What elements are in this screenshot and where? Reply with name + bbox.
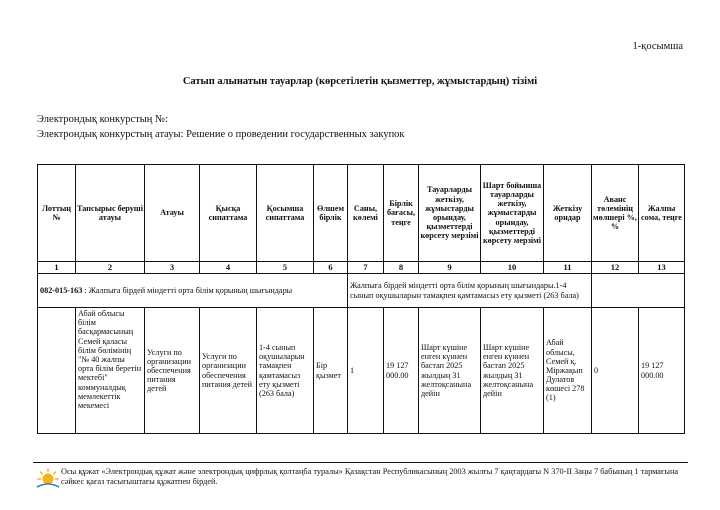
table-header-row	[38, 165, 685, 262]
cell-customer: Абай облысы білім басқармасының Семей қаласы білім бөлімінің "№ 40 жалпы орта білім беретін мектебі" коммуналдық мемлекеттік мекемесі	[76, 308, 145, 434]
cell-delivery-term: Шарт күшіне енген күннен бастап 2025 жылдың 31 желтоқсанына дейін	[419, 308, 481, 434]
column-number: 6	[314, 262, 348, 274]
cell-extra-description: 1-4 сынып оқушыларын тамақпен қамтамасыз ету қызметі (263 бала)	[257, 308, 314, 434]
cell-delivery-place: Абай облысы, Семей қ. Міржақып Дулатов көшесі 278 (1)	[544, 308, 592, 434]
column-number: 13	[639, 262, 685, 274]
header-short-description: Қысқа сипаттама	[200, 165, 257, 262]
header-quantity: Саны, көлемі	[348, 165, 384, 262]
header-delivery-term: Тауарларды жеткізу, жұмыстарды орындау, қызметтерді көрсету мерзімі	[419, 165, 481, 262]
budget-program-code: 082-015-163	[40, 285, 83, 295]
budget-program-empty	[592, 274, 685, 308]
column-number: 9	[419, 262, 481, 274]
cell-lot-number	[38, 308, 76, 434]
header-contract-term: Шарт бойынша тауарларды жеткізу, жұмыстарды орындау, қызметтерді көрсету мерзімі	[481, 165, 544, 262]
cell-total-sum: 19 127 000.00	[639, 308, 685, 434]
cell-unit-price: 19 127 000.00	[384, 308, 419, 434]
budget-program-cell	[38, 274, 348, 308]
cell-quantity: 1	[348, 308, 384, 434]
column-number: 1	[38, 262, 76, 274]
header-total-sum: Жалпы сома, теңге	[639, 165, 685, 262]
column-number: 5	[257, 262, 314, 274]
budget-program-name: : Жалпыға бірдей міндетті орта білім қорының шығындары	[82, 285, 293, 295]
table-row	[38, 308, 685, 434]
header-unit: Өлшем бірлік	[314, 165, 348, 262]
footer-legal-text: Осы құжат «Электрондық құжат және электрондық цифрлық қолтаңба туралы» Қазақстан Республикасының 2003 жылғы 7 қаңтардағы N 370-II Заңы 7 бабының 1 тармағына сәйкес қағаз тасығыштағы құжатпен бірдей.	[61, 467, 679, 487]
egov-sun-logo-icon	[35, 467, 61, 491]
cell-advance-payment: 0	[592, 308, 639, 434]
cell-contract-term: Шарт күшіне енген күннен бастап 2025 жылдың 31 желтоқсанына дейін	[481, 308, 544, 434]
budget-program-description: Жалпыға бірдей міндетті орта білім қорының шығындары.1-4 сынып оқушыларын тамақпен қамтамасыз ету қызметі (263 бала)	[348, 274, 592, 308]
header-unit-price: Бірлік бағасы, теңге	[384, 165, 419, 262]
cell-name: Услуги по организации обеспечения питания детей	[145, 308, 200, 434]
column-number: 10	[481, 262, 544, 274]
column-number: 8	[384, 262, 419, 274]
document-footer	[33, 462, 688, 492]
header-name: Атауы	[145, 165, 200, 262]
contest-name: Электрондық конкурстың атауы: Решение о проведении государственных закупок	[37, 129, 405, 140]
column-number: 12	[592, 262, 639, 274]
contest-number: Электрондық конкурстың №:	[37, 114, 168, 125]
header-customer: Тапсырыс беруші атауы	[76, 165, 145, 262]
document-title: Сатып алынатын тауарлар (көрсетілетін қызметтер, жұмыстардың) тізімі	[182, 76, 538, 87]
column-number-row	[38, 262, 685, 274]
header-delivery-place: Жеткізу орндар	[544, 165, 592, 262]
header-extra-description: Қосымша сипаттама	[257, 165, 314, 262]
cell-unit: Бір қызмет	[314, 308, 348, 434]
appendix-label: 1-қосымша	[632, 41, 683, 52]
column-number: 3	[145, 262, 200, 274]
column-number: 2	[76, 262, 145, 274]
header-lot-number: Лоттың №	[38, 165, 76, 262]
column-number: 7	[348, 262, 384, 274]
header-advance-payment: Аванс төлемінің мөлшері %, %	[592, 165, 639, 262]
column-number: 4	[200, 262, 257, 274]
cell-short-description: Услуги по организации обеспечения питания детей	[200, 308, 257, 434]
column-number: 11	[544, 262, 592, 274]
budget-program-row	[38, 274, 685, 308]
lots-table	[37, 164, 685, 434]
